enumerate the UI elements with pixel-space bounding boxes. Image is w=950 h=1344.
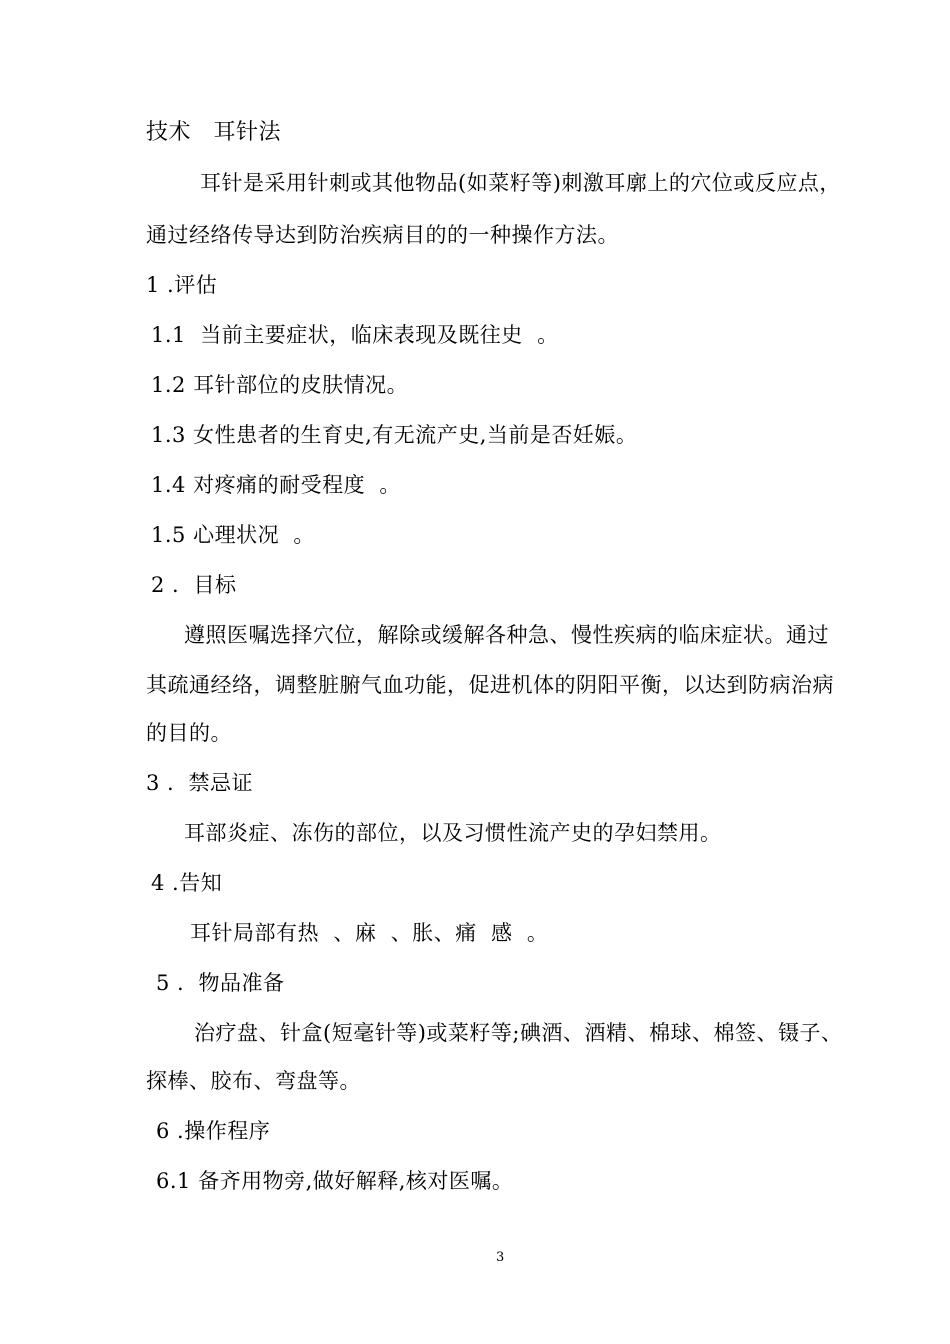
assessment-item: 1.4 对疼痛的耐受程度 。 [151,473,401,497]
section-heading-contraindications: 3 . 禁忌证 [146,771,254,795]
assessment-item: 1.5 心理状况 。 [151,523,315,547]
page-number: 3 [496,1250,505,1265]
goal-paragraph-line: 的目的。 [146,721,232,745]
goal-paragraph-line: 其疏通经络，调整脏腑气血功能，促进机体的阴阳平衡，以达到防病治病 [146,673,834,697]
supplies-paragraph-line: 治疗盘、针盒(短毫针等)或菜籽等;碘酒、酒精、棉球、棉签、镊子、 [194,1021,843,1045]
supplies-paragraph-line: 探棒、胶布、弯盘等。 [146,1069,361,1093]
section-heading-assessment: 1 .评估 [146,273,218,297]
notification-paragraph-line: 耳针局部有热 、麻 、胀、痛 感 。 [190,921,549,945]
section-heading-procedure: 6 .操作程序 [156,1119,271,1143]
section-heading-notification: 4 .告知 [151,871,223,895]
section-heading-supplies: 5 . 物品准备 [156,971,285,995]
intro-paragraph-line-2: 通过经络传导达到防治疾病目的的一种操作方法。 [146,223,619,247]
assessment-item: 1.1 当前主要症状，临床表现及既往史 。 [151,323,559,347]
document-title: 技术 耳针法 [146,120,282,145]
section-heading-goal: 2 . 目标 [151,573,237,597]
assessment-item: 1.3 女性患者的生育史,有无流产史,当前是否妊娠。 [151,423,638,447]
contraindications-paragraph-line: 耳部炎症、冻伤的部位，以及习惯性流产史的孕妇禁用。 [184,821,722,845]
intro-paragraph-line-1: 耳针是采用针刺或其他物品(如菜籽等)刺激耳廓上的穴位或反应点， [200,171,841,195]
assessment-item: 1.2 耳针部位的皮肤情况。 [151,373,409,397]
procedure-item: 6.1 备齐用物旁,做好解释,核对医嘱。 [156,1169,514,1193]
goal-paragraph-line: 遵照医嘱选择穴位，解除或缓解各种急、慢性疾病的临床症状。通过 [184,623,829,647]
